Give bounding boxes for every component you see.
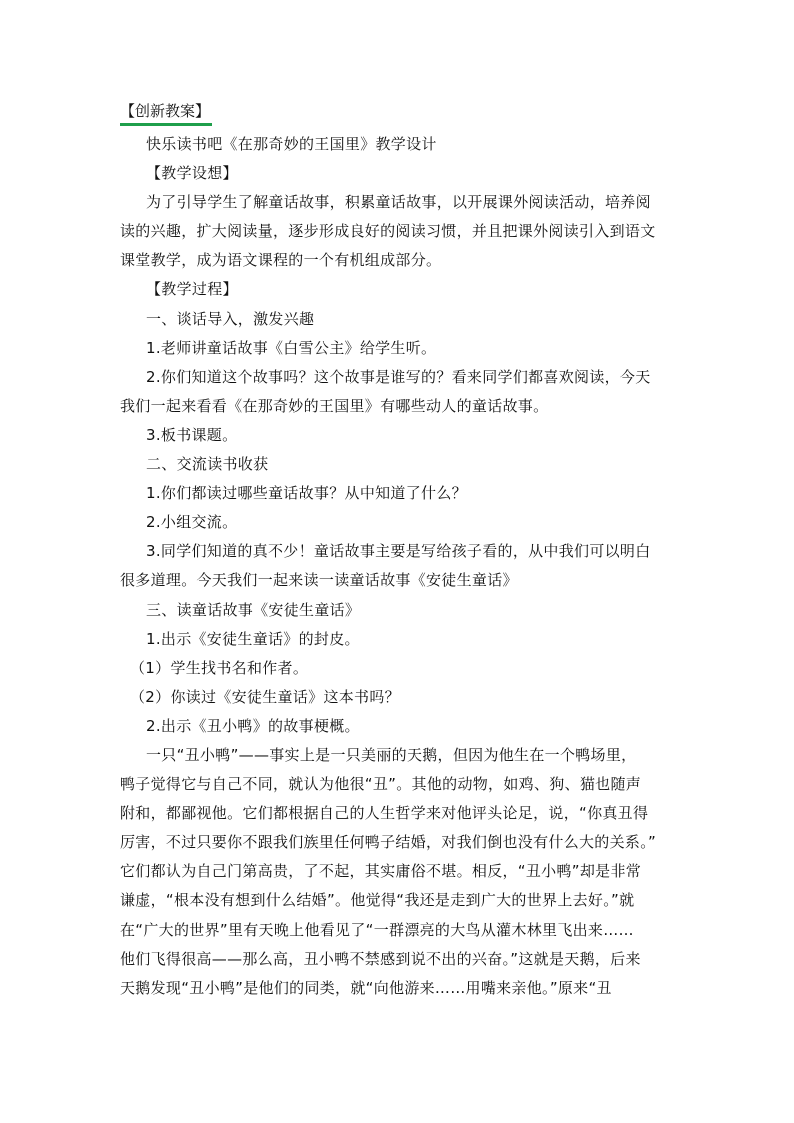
text-line: 【教学过程】 bbox=[146, 280, 238, 299]
text-line: 快乐读书吧《在那奇妙的王国里》教学设计 bbox=[146, 135, 437, 153]
section-tag-label: 【创新教案】 bbox=[120, 102, 211, 120]
text-line: 它们都认为自己门第高贵，了不起，其实庸俗不堪。相反，“丑小鸭”却是非常 bbox=[120, 862, 642, 881]
text-line: 读的兴趣，扩大阅读量，逐步形成良好的阅读习惯，并且把课外阅读引入到语文 bbox=[120, 222, 656, 241]
text-line: 鸭子觉得它与自己不同，就认为他很“丑”。其他的动物，如鸡、狗、猫也随声 bbox=[120, 775, 642, 794]
text-line: 2.出示《丑小鸭》的故事梗概。 bbox=[146, 716, 360, 735]
text-line: 一、谈话导入，激发兴趣 bbox=[146, 309, 315, 328]
text-line: 二、交流读书收获 bbox=[146, 455, 269, 474]
text-line: 【教学设想】 bbox=[146, 164, 238, 183]
text-line: 附和，都鄙视他。它们都根据自己的人生哲学来对他评头论足，说，“你真丑得 bbox=[120, 804, 649, 823]
text-line: 很多道理。今天我们一起来读一读童话故事《安徒生童话》 bbox=[120, 571, 518, 590]
text-line: 1.你们都读过哪些童话故事？从中知道了什么？ bbox=[146, 484, 467, 503]
text-line: 在“广大的世界”里有天晚上他看见了“一群漂亮的大鸟从灌木林里飞出来…… bbox=[120, 920, 634, 939]
text-line: 3.同学们知道的真不少！童话故事主要是写给孩子看的，从中我们可以明白 bbox=[146, 542, 651, 561]
text-line: （2）你读过《安徒生童话》这本书吗？ bbox=[130, 687, 400, 706]
document-body bbox=[120, 130, 682, 1003]
text-line: （1）学生找书名和作者。 bbox=[130, 658, 309, 677]
text-line: 1.老师讲童话故事《白雪公主》给学生听。 bbox=[146, 338, 437, 357]
text-line: 天鹅发现“丑小鸭”是他们的同类，就“向他游来……用嘴来亲他。”原来“丑 bbox=[120, 978, 612, 997]
text-line: 3.板书课题。 bbox=[146, 425, 238, 444]
section-tag bbox=[120, 100, 212, 124]
text-line: 我们一起来看看《在那奇妙的王国里》有哪些动人的童话故事。 bbox=[120, 396, 549, 415]
text-line: 厉害，不过只要你不跟我们族里任何鸭子结婚，对我们倒也没有什么大的关系。” bbox=[120, 833, 657, 852]
text-line: 谦虚，“根本没有想到什么结婚”。他觉得“我还是走到广大的世界上去好。”就 bbox=[120, 891, 635, 910]
text-line: 一只“丑小鸭”——事实上是一只美丽的天鹅，但因为他生在一个鸭场里， bbox=[146, 745, 637, 764]
tag-underline bbox=[120, 123, 212, 126]
text-line: 2.小组交流。 bbox=[146, 513, 238, 532]
text-line: 他们飞得很高——那么高，丑小鸭不禁感到说不出的兴奋。”这就是天鹅，后来 bbox=[120, 949, 641, 968]
text-line: 课堂教学，成为语文课程的一个有机组成部分。 bbox=[120, 251, 442, 270]
text-line: 2.你们知道这个故事吗？这个故事是谁写的？看来同学们都喜欢阅读，今天 bbox=[146, 367, 651, 386]
text-line: 1.出示《安徒生童话》的封皮。 bbox=[146, 629, 360, 648]
text-line: 为了引导学生了解童话故事，积累童话故事，以开展课外阅读活动，培养阅 bbox=[146, 193, 651, 212]
text-line: 三、读童话故事《安徒生童话》 bbox=[146, 600, 361, 619]
